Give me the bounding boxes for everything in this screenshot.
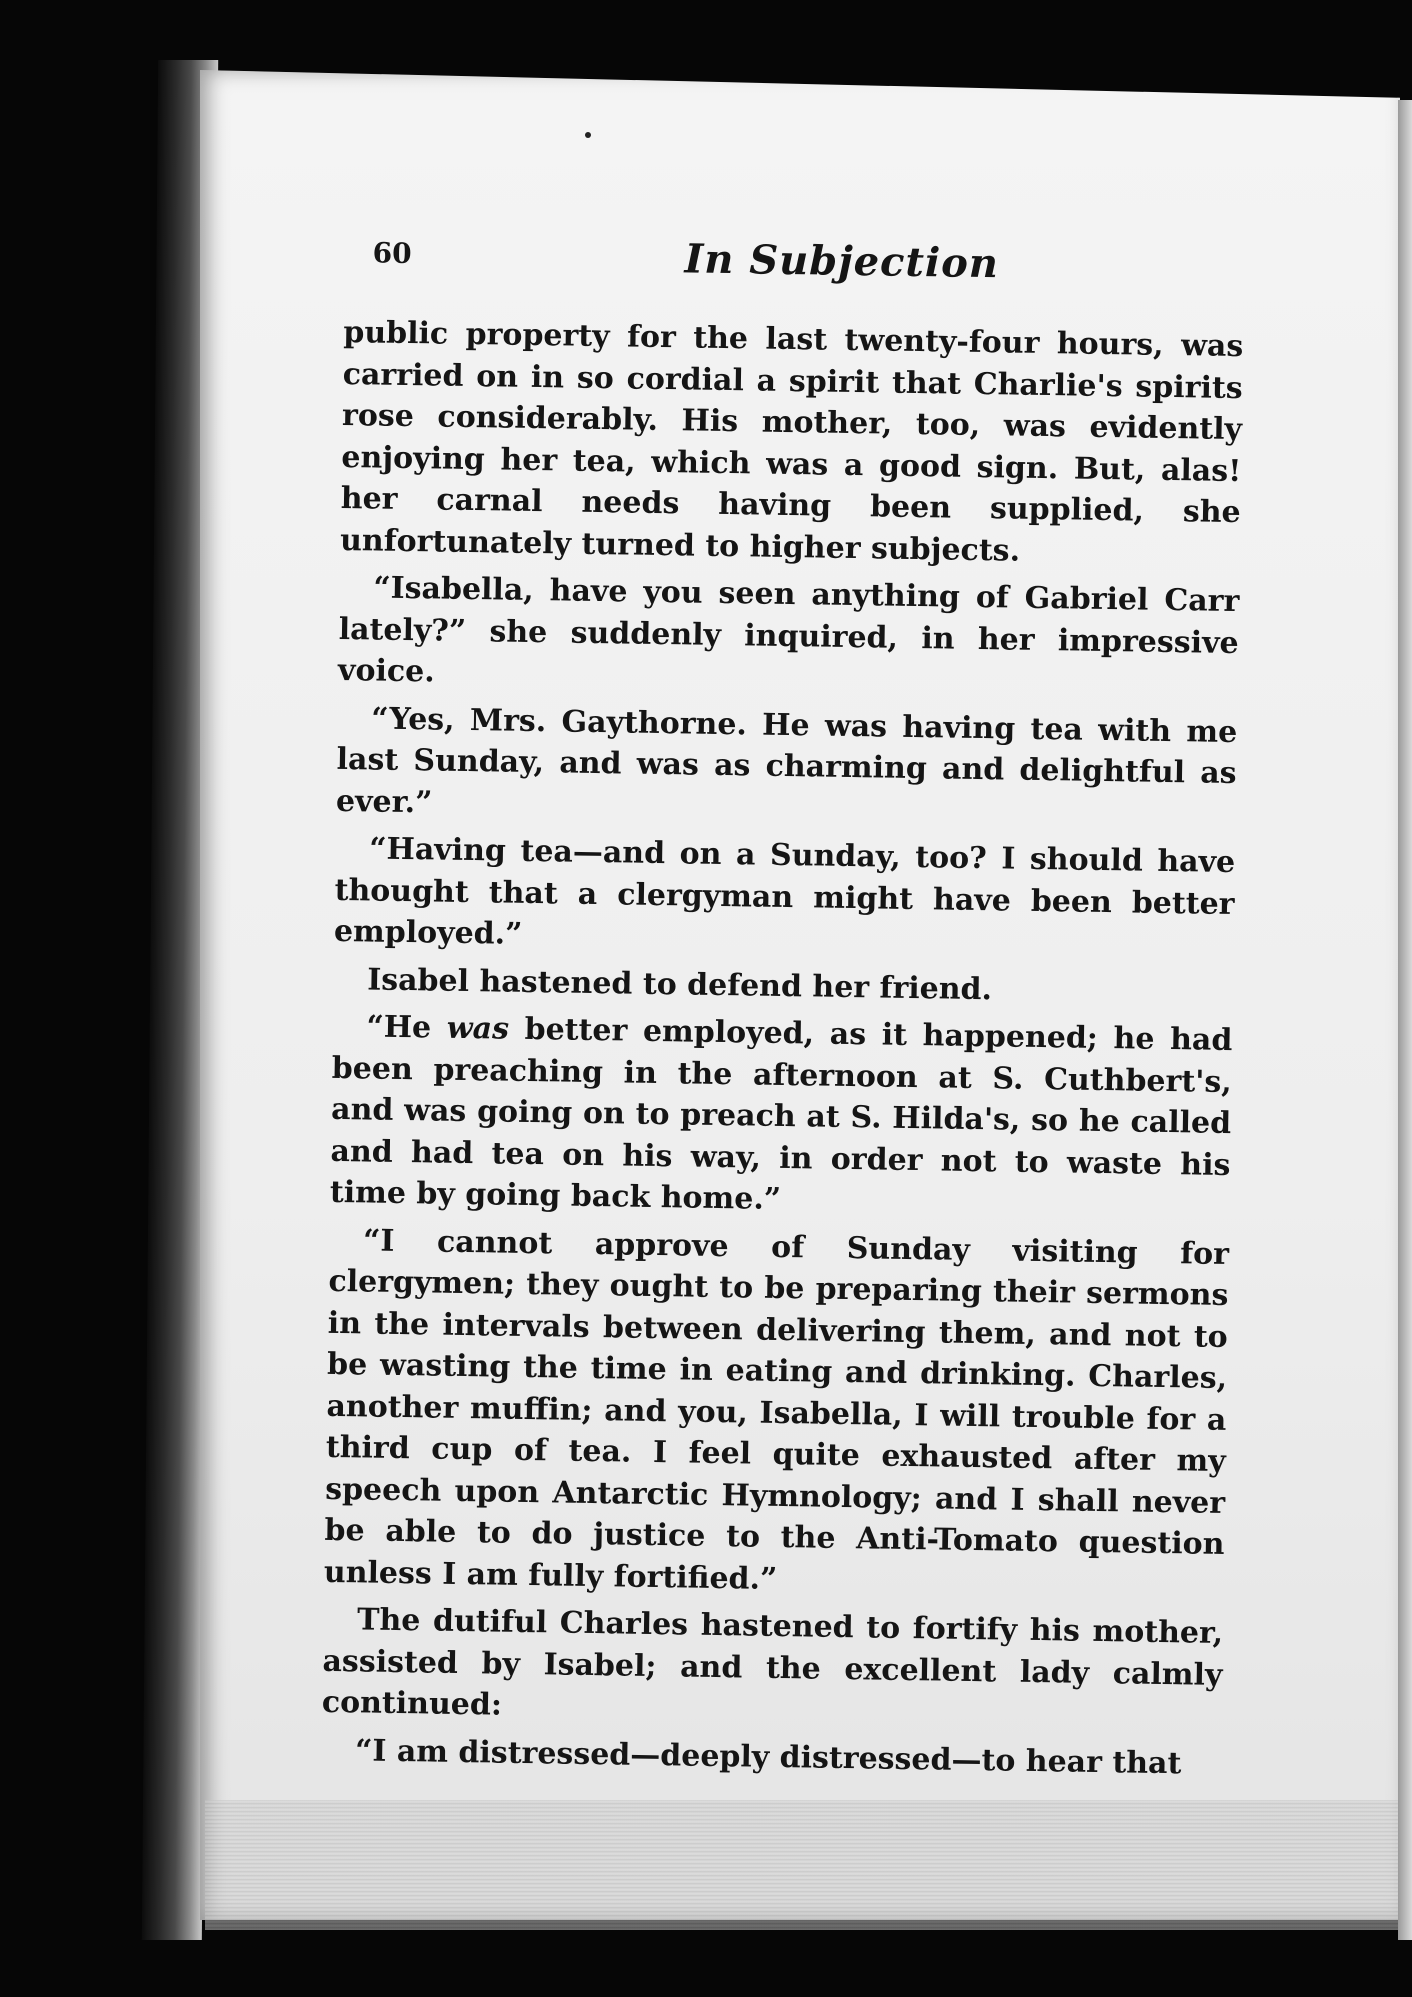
paragraph: “I am distressed—deeply distressed—to hear that bbox=[354, 1732, 1182, 1781]
paragraph-text: better employed, as it happened; he had been preaching in the afternoon at S. Cuthbert's, and was going on to preach at S. Hilda's, so he called and had tea on his way, in order not to waste his time by going back home.” bbox=[329, 1011, 1233, 1217]
right-page-edge bbox=[1398, 100, 1412, 1940]
paragraph-text: “He bbox=[366, 1009, 448, 1046]
page-number: 60 bbox=[372, 236, 412, 271]
paragraph: “I cannot approve of Sunday visiting for clergymen; they ought to be preparing their sermons in the intervals between delivering them, and not to be wasting the time in eating and drinking. Charles, another muffin; and you, Isabella, I will trouble for a third cup of tea. I feel quite exhausted after my speech upon Antarctic Hymnology; and I shall never be able to do justice to the Anti-Tomato question unless I am fully fortified.” bbox=[323, 1222, 1230, 1597]
paragraph: public property for the last twenty-four hours, was carried on in so cordial a spirit that Charlie's spirits rose considerably. His mother, too, was evidently enjoying her tea, which was a good sign. But, alas! her carnal needs having been supplied, she unfortunately turned to higher subjects. bbox=[339, 314, 1244, 569]
page-header bbox=[344, 230, 1245, 304]
page-edges bbox=[205, 1800, 1400, 1930]
paragraph: The dutiful Charles hastened to fortify his mother, assisted by Isabel; and the excellent lady calmly continued: bbox=[321, 1602, 1224, 1723]
dust-speck bbox=[585, 132, 591, 138]
paragraph bbox=[330, 1006, 1233, 1228]
page-text bbox=[321, 230, 1245, 1791]
running-title: In Subjection bbox=[684, 235, 1000, 288]
paragraph: “Isabella, have you seen anything of Gabriel Carr lately?” she suddenly inquired, in her impressive voice. bbox=[337, 570, 1240, 690]
paragraph: “Yes, Mrs. Gaythorne. He was having tea with me last Sunday, and was as charming and delightful as ever.” bbox=[335, 700, 1238, 820]
emphasis-text: was bbox=[446, 1010, 510, 1047]
paragraph: “Having tea—and on a Sunday, too? I should have thought that a clergyman might have been better employed.” bbox=[333, 831, 1236, 952]
paragraph: Isabel hastened to defend her friend. bbox=[366, 961, 993, 1007]
